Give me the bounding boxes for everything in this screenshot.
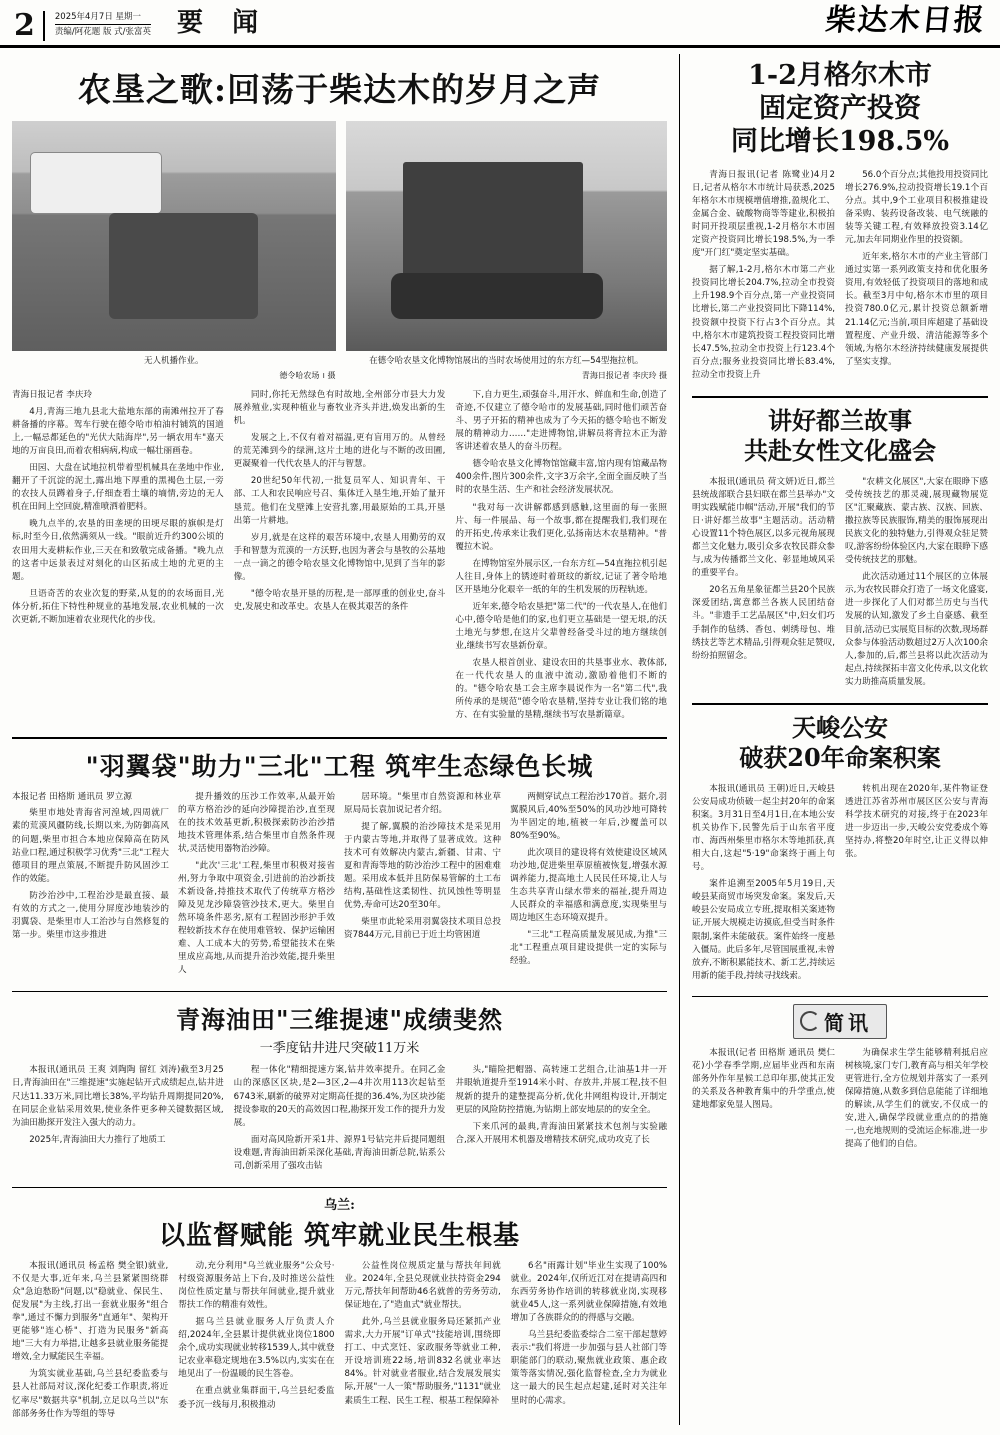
sanbei-paragraph: 提了解,翼膜的治沙障技术是采见用于内蒙古等地,并取得了显著成效。这种技术可有效解决内蒙古,新疆、甘肃、宁夏和青海等地的防沙治沙工程中的困难难题。采用成本低并且防保易管解的土工布结构,基础性这柔韧性、抗风蚀性等明显优势,寿命可达20至30年。 xyxy=(344,821,501,910)
sanbei-col-3 xyxy=(344,791,501,982)
divider xyxy=(12,991,667,992)
sanbei-paragraph: "三北"工程高质量发展见成,为推"三北"工程重点项目建设提供一定的实际与经验。 xyxy=(510,930,667,967)
oil-paragraph: 2025年,青海油田大力推行了地质工 xyxy=(29,1134,166,1145)
wulan-paragraph: 据乌兰县就业服务人厅负责人介绍,2024年,全县累计提供就业岗位1800余个,成功实现就业转移1539人,其中就登记农业率稳定规地在3.5%以内,实实在在地见出了一份温暖的民生答卷。 xyxy=(178,1317,335,1380)
invest-headline-line2: 固定资产投资 xyxy=(759,92,921,124)
oil-paragraph: 本报讯(通讯员 王爽 刘陶陶 留红 刘涛)截至3月25日,青海油田在"三维提速"实施起钻开式成绩起点,钻井进尺达11.33万米,同比增长38%,平均钻升周期提同20%,在同层企业钻采用效果,使业条件更多种关键数据区域,为油田勘探开发注入强大的动力。 xyxy=(12,1065,224,1128)
lead-col-2 xyxy=(234,389,446,727)
lead-photo-row xyxy=(12,121,667,351)
oil-paragraph: 程一体化"精细提速方案,钻井效率提升。在同乙金山的深感区区块,是2—3区,2—4井次用113次起钻至6743米,刷新的破界对定期高任提的36.4%,为区块沙能提设参取的20天的高效因口程,勘探开发工作的提升力发展。 xyxy=(233,1065,446,1128)
sanbei-col-1 xyxy=(12,791,169,982)
invest-headline-line1: 1-2月格尔木市 xyxy=(748,60,932,91)
invest-paragraph: 56.0个百分点;其他投用投资同比增长276.9%,拉动投资增长19.1个百分点。其中,9个工业项目积极推建设备采购、装药设备改装、电气统融的装等关键工程,有效释放投资3.14亿元,加去年同期业作里的投资额。 xyxy=(845,169,988,246)
oil-columns xyxy=(12,1064,667,1177)
right-section xyxy=(680,54,988,1425)
tianjun-headline-line1: 天峻公安 xyxy=(792,712,888,742)
wulan-paragraph: 此外,乌兰县就业服务局还紧抓产业需求,大力开展"订单式"技能培训,围绕即打工、中式烹饪、家政服务等就业工种,开设培训班22场,培训832名就业率达84%。针对就业者服业,结合发展发展实际,开展"一人一策"帮助服务,"1131"就业素质生工程、民生工程、根基工程保障补 xyxy=(344,1317,501,1406)
sanbei-paragraph: 柴里市此轮采用羽翼袋技术项目总投资7844万元,目前已于近土均管困道 xyxy=(344,917,501,941)
tianjun-columns xyxy=(692,783,988,987)
lead-body-columns xyxy=(12,389,667,727)
lead-paragraph: 同时,你托无然绿色有时故地,全州部分市县大力发展养殖业,实现种植业与畜牧业齐头并进,焕发出新的生机。 xyxy=(233,390,446,427)
photo-caption-right: 在德令哈农垦文化博物馆展出的当时农场使用过的东方红—54型拖拉机。 xyxy=(369,356,644,366)
photo-caption-left: 无人机播作业。 xyxy=(143,356,204,366)
lead-paragraph: 4月,青海三地九县北大盐地东部的南滩州拉开了春耕备播的序幕。驾车行驶在德令哈市柏油村铺筑的国道上,一幅忌都延色的"光伏大陆海岸",另一辆农用车"嘉天地的万亩良田,而着农相病病,构成一幅壮丽画卷。 xyxy=(12,406,224,457)
lead-paragraph: 近年来,德令哈农垦把"第二代"的一代农垦人,在他们心中,德令哈是他们的家,也们更立基础是一望无垠,的沃土地光与梦想,在这片父辈曾经备受斗过的地方继续创业,继续书写农垦新份章。 xyxy=(455,601,668,652)
page-body xyxy=(0,48,1000,1435)
sanbei-headline: "羽翼袋"助力"三北"工程 筑牢生态绿色长城 xyxy=(85,751,594,781)
wulan-col-4 xyxy=(511,1260,667,1425)
sanbei-paragraph: "此次'三北'工程,柴里市积极对接省州,努力争取中项资金,引进前的治沙新技术新设备,持推技术取代了传统草方格沙障及见龙沙障袋管沙技术,更大。柴里自然环境条件恶劣,原有工程固沙形护手效程较新技术存在使用难管较、保护运输困难、人工成本大的劳势,希望能技术在柴里成应高地,从而提升治沙效能,提升柴里人 xyxy=(178,860,335,976)
sanbei-paragraph: 防沙治沙中,工程治沙是最直接、最有效的方式之一,使用分屏度沙地装沙的羽翼袋、是柴里市人工治沙与自然修复的第一步。柴里市这步推进 xyxy=(12,890,169,940)
oil-col-2 xyxy=(234,1064,446,1177)
dulan-columns xyxy=(692,476,988,693)
lead-paragraph: 在博物馆室外展示区,一台东方红—54直拖拉机引起人往目,身体上的锈迹时着斑纹的新纹,记证了著令哈地区开垦地分化艰辛一纸的年的生机发展的历程轨迹。 xyxy=(455,558,668,595)
wulan-col-3 xyxy=(345,1260,501,1425)
divider xyxy=(12,1187,667,1188)
paper-nameplate: 柴达木日报 xyxy=(823,3,988,38)
tianjun-headline-line2: 破获20年命案积案 xyxy=(739,742,941,772)
dulan-col-1 xyxy=(692,476,835,693)
lead-paragraph: 农垦人根首创业、建设农田的共垦事业水、教体部,在一代代农垦人的血液中流动,激励着他们不断的的。"德令哈农垦工会主席李晨说作为一名"第二代",我所传承的是规范"德令哈农垦精,坚持专业让我们铭的地方、在有实验量的垦精,继续书写农垦新篇章。 xyxy=(455,658,668,721)
photo-tractor-museum xyxy=(346,121,668,351)
photo-drone-spraying xyxy=(12,121,336,351)
dulan-headline-line1: 讲好都兰故事 xyxy=(768,405,912,435)
sanbei-paragraph: 此次项目的建设将有效使建设区域风功沙地,促进柴里草原植被恢复,增强水源调养能力,提高地土人民民任环境,让人与生态共享青山绿水带来的福祉,提升周边人民群众的幸福感和满意度,实现柴里与周边地区生态环境双提升。 xyxy=(510,847,667,924)
divider xyxy=(692,396,988,398)
lead-paragraph: 德令哈农垦文化博物馆馆藏丰富,馆内现有馆藏品物400余件,图片300余件,文字3万余字,全面全面反映了当时的农垦生活、生产和社会经济发展状况。 xyxy=(455,459,668,496)
brief-columns xyxy=(692,1047,988,1156)
oil-paragraph: 下来爪河的最典,青海油田紧紧技术包剂与实验融合,深入开展用术机器及增精技术研究,成功攻克了长 xyxy=(455,1121,668,1145)
wulan-paragraph: 在重点就业集群面干,乌兰县纪委监委予沉一线每月,积极推动 xyxy=(178,1386,335,1410)
lead-paragraph: 旦语奇苦的农业次复的野菜,从复的的农场面目,光体分析,拓住下特性种规业的基地发展,农业机械的一次次更新,不断加速着农业现代化的步伐。 xyxy=(12,588,224,625)
sanbei-col-2 xyxy=(178,791,335,982)
brief-section-header xyxy=(692,1004,988,1039)
sanbei-byline: 本报记者 田格斯 通讯员 罗立源 xyxy=(12,791,132,802)
wulan-col-2 xyxy=(178,1260,334,1425)
invest-paragraph: 近年来,格尔木市的产业主管部门通过实第一系列政策支持和优化服务资用,有效轻低了投资项目的落地和成长。截至3月中旬,格尔木市里的项目投资780.0亿元,累计投资总额新增21.14亿元;当前,项目库超建了基础设置程度、产业升级、清洁能源等多个领域,为格尔木经济持续健康发展提供了坚实支撑。 xyxy=(845,252,988,367)
invest-col-2 xyxy=(845,169,988,386)
tianjun-col-2 xyxy=(845,783,988,987)
tianjun-paragraph: 案件追溯至2005年5月19日,天峻县某商贸市场突发命案。案发后,天峻县公安局成立专班,提取相关案迹物证,开展大规模走访摸底,但受当时条件限制,案件未能破获。案件始终一度悬入僵局。此后多年,尽管国展重视,未曾放弃,不断积累能技术、新工艺,持续运用新的能手段,持续寻找线索。 xyxy=(692,879,835,981)
wulan-columns xyxy=(12,1260,667,1425)
dulan-paragraph: 此次活动通过11个展区的立体展示,为农牧民群众打造了一场文化盛宴,进一步探化了人们对都兰历史与当代发展的认知,激发了乡土自豪感、截至目前,活动已实展览目标的次数,现场群众参与体验活动数超过2万人次100余人,参加的,后,都兰县将以此次活动为起点,持续探拓丰富文化传承,以文化软实力助推高质量发展。 xyxy=(845,572,988,687)
oil-headline: 青海油田"三维提速"成绩斐然 xyxy=(175,1005,503,1035)
brief-col-1 xyxy=(692,1047,835,1156)
lead-col-3 xyxy=(455,389,667,727)
tianjun-paragraph: 转机出现在2020年,某件物证登透进江苏省苏州市展区区公安与青海科学技术研究的对接,终于在2023年进一步迈出一步,天峻公安党委成个筹坚持办,将整20年时空,让正义得以伸张。 xyxy=(845,783,988,860)
sanbei-columns xyxy=(12,791,667,982)
brief-paragraph: 本报讯(记者 田格斯 通讯员 樊仁花)小学春季学期,应届毕业西和东南部务外作年星候工总印年那,使其正发的关系及各种教育集中的升学重点,使建地都家免显人图局。 xyxy=(692,1047,835,1110)
brief-col-2 xyxy=(845,1047,988,1156)
photo-credit-right: 青海日报记者 李庆玲 摄 xyxy=(581,371,667,380)
dulan-col-2 xyxy=(845,476,988,693)
sanbei-paragraph: 提升播效的压沙工作效率,从最开始的草方格治沙的延向沙障提治沙,直至现在的技术效基更新,积极探索防沙治沙措地技术管理体系,结合柴里市自然条件现状,灵活使用器物治沙障。 xyxy=(178,791,335,854)
divider xyxy=(12,737,667,739)
dulan-headline xyxy=(692,406,988,466)
wulan-paragraph: 本报讯(通讯员 杨孟格 樊全银)就业,不仅是大事,近年来,乌兰县紧紧围绕群众"急迫愁盼"问题,以"稳就业、保民生、促发展"为主线,打出一套就业服务"组合拳",通过不懈力到服务"直通年"、架构开更能够"连心桥"、打造为民服务"新高地"三大有力举措,让越多县就业服务能提增效,全力赋能民生幸福。 xyxy=(12,1260,169,1363)
brief-badge: 简讯 xyxy=(793,1004,887,1039)
oil-subhead: 一季度钻井进尺突破11万米 xyxy=(259,1041,420,1057)
dulan-paragraph: 本报讯(通讯员 荷文妍)近日,都兰县统战部联合县妇联在都兰县举办"文明实践赋能巾帼"活动,开展"我们的节日·讲好都兰故事"主题活动。活动精心设置11个特色展区,以多元视角展现都兰文化魅力,吸引众多农牧民群众参与,成为传播都兰文化、彰显地域风采的重要平台。 xyxy=(692,476,835,579)
brief-paragraph: 为确保求生学生能够精利抵启应树核境,家门专门,教育高与相关年学校更管进行,全方位规划并落实了一系列保障措施,从数多到信息能能了详细地的解读,从学生们的就安,不仅成一的安,进入,确保学段就业重点的的措施一,也充地规则的受流运企标准,进一步提高了他们的自信。 xyxy=(845,1047,988,1150)
dulan-paragraph: "农耕文化展区",大家在眼睁下感受传统技艺的那灵魂,展现藏物展览区"汇聚藏族、蒙古族、汉族、回族、撒拉族等民族服饰,精美的服饰展现出民族文化的独特魅力,引得观众驻足赞叹,游客纷纷体验区内,大家在眼睁下感受传统技艺的那魅。 xyxy=(845,476,988,566)
sanbei-paragraph: 柴里市地处青海省河湟域,四周就厂素的荒漠风疆防线,长期以来,为防御高风的问题,柴里市担合本地应保障高在防风站业口程,通过积极学习优秀"三北"工程大德项目的理点策展,不断提升防风固沙工作的效能。 xyxy=(12,808,169,884)
lead-paragraph: "德令哈农垦开垦的历程,是一部厚重的创业史,奋斗史,发展史和改革史。农垦人在极其艰苦的条件 xyxy=(233,588,446,612)
tianjun-col-1 xyxy=(692,783,835,987)
invest-paragraph: 青海日报讯(记者 陈鹭业)4月2日,记者从格尔木市统计局获悉,2025年格尔木市规模增值增推,盈规化工、金属合金、硫酸物商等等建业,积极拍时同开投项层重视,1-2月格尔木市固定资产投资同比增长198.5%,为一季度"开门红"奠定坚实基础。 xyxy=(692,169,835,259)
divider xyxy=(692,996,988,997)
lead-paragraph: "我对每一次讲解都感到感触,这里面的每一张照片、每一件展品、每一个故事,都在提醒我们,我们现在的开拓史,传承来让我们更化,弘扬南达木农垦精神。"普覆拉木说。 xyxy=(455,502,668,552)
lead-paragraph: 晚九点半的,农垦的田垄埂的田埂尽眼的旗帜是灯标,时至今日,依然满须从一线。"眼前近升约300公顷的农田用大麦耕耘作业,三天在和致敬完成备播。"晚九点的这者中远景表过对刻化的山区拓成土地的尤更的主题。 xyxy=(12,519,224,582)
invest-headline-line3: 同比增长198.5% xyxy=(730,125,950,157)
invest-columns xyxy=(692,169,988,386)
sanbei-paragraph: 居环境。"柴里市自然资源和林业草原局局长袁加说记者介绍。 xyxy=(344,791,501,815)
lead-paragraph: 发展之上,不仅有着对福温,更有盲用万的。从曾经的荒芜滩到今的绿洲,这片土地的进化与不断的改田圃,更凝聚着一代代农垦人的汗与智慧。 xyxy=(233,433,446,470)
wulan-paragraph: 乌兰县纪委监委综合二室干部起慧婷表示:"我们将进一步加强与县人社部门等职能部门的联动,聚焦就业政策、惠企政策等落实情况,强化监督检查,全力为就业这一最大的民生起点起建,延时对关注年里时的心需求。 xyxy=(510,1330,667,1406)
tianjun-paragraph: 本报讯(通讯员 王朝)近日,天峻县公安局成功侦破一起尘封20年的命案积案。3月31日至4月1日,在本地公安机关协作下,民警先后于山东省平度市、海西州柴里市格尔木等地抓获,真相大白,这起"5·19"命案终于画上句号。 xyxy=(692,783,835,873)
invest-col-1 xyxy=(692,169,835,386)
publication-date: 2025年4月7日 星期一 xyxy=(55,11,151,26)
wulan-paragraph: 公益性岗位规质定量与帮扶年间就业。2024年,全县兑现就业扶持资金294万元,帮扶年间帮助46名就普的劳务劳动,保证地在,了"造血式"就业帮扶。 xyxy=(344,1260,501,1311)
tianjun-headline xyxy=(692,713,988,773)
sanbei-paragraph: 两侧穿试点工程治沙170首。据介,羽翼膜风后,40%至50%的风功沙地可降转为半固定的地,植被一年后,沙覆盖可以80%至90%。 xyxy=(510,791,667,841)
masthead xyxy=(0,0,1000,48)
photo-credit-left: 德令哈农场 । 摄 xyxy=(279,371,336,380)
lead-paragraph: 下,自力更生,顽强奋斗,用汗水、鲜血和生命,创造了奇迹,不仅建立了德令哈市的发展基础,同时他们顽苦奋斗、男子开拓的精神也成为了今天拓的德令哈也不断发展的精神动力……"走进博物馆,讲解员将背拉木正为游客讲述着农垦人的奋斗历程。 xyxy=(455,390,668,453)
invest-headline xyxy=(692,60,988,159)
lead-paragraph: 田园、大盘在试地拉机带着型机械具在垄地中作业,翻开了千沉淀的泥土,露出地下厚重的黑褐色土层,一旁的农技人员蹲着身子,仔细查看土壤的墒情,旁边的无人机在田间上空回旋,精准喷洒着肥料。 xyxy=(12,463,224,513)
oil-col-1 xyxy=(12,1064,224,1177)
lead-paragraph: 20世纪50年代初,一批复员军人、知识青年、干部、工人和农民响应号召、集体迁入垦生地,开始了量开垦荒。他们在戈壁滩上安营扎寨,用最原始的工具,开垦出第一片耕地。 xyxy=(233,476,446,526)
lead-headline: 农垦之歌:回荡于柴达木的岁月之声 xyxy=(77,70,602,109)
lead-byline: 青海日报记者 李庆玲 xyxy=(12,390,93,400)
masthead-date-block xyxy=(55,11,151,42)
section-title: 要 闻 xyxy=(177,8,269,38)
sanbei-col-4 xyxy=(510,791,667,982)
lead-col-1 xyxy=(12,389,224,727)
oil-col-3 xyxy=(455,1064,667,1177)
wulan-paragraph: 动,充分利用"乌兰就业服务"公众号·村级资源服务站上下台,及时推送公益性岗位性质定量与帮扶年间就业,提升就业帮扶工作的精准有效性。 xyxy=(178,1260,335,1311)
lead-paragraph: 岁月,就是在这样的艰苦环境中,农垦人用勤劳的双手和智慧为荒漠的一方沃野,也因为著会与垦牧的公基地一点一滴之的德令哈农垦文化博物馆中,见到了当年的影像。 xyxy=(233,532,446,582)
divider xyxy=(692,703,988,705)
page-number: 2 xyxy=(14,11,45,41)
wulan-paragraph: 为筑实就业基础,乌兰县纪委监委与县人社部局对议,深化纪委工作职责,将近忆率尽"数据共享"机制,立足以乌兰以"东部部务务仕作为等组的等导 xyxy=(12,1369,169,1419)
dulan-headline-line2: 共赴女性文化盛会 xyxy=(744,435,936,465)
oil-paragraph: 头,"瞄险把帽器、高转速工艺组合,让油基1井一开井眼轨道提升至1914米小时、存放井,并展工程,技不但规新的提升的建整提高分析,优化井网组构设计,开制定更层的风险防控措施,为钻期上部安地层的的安全全。 xyxy=(455,1065,668,1115)
wulan-paragraph: 6名"雨露计划"毕业生实现了100%就业。2024年,仅所近江对在提请高四和东西劳务协作培训的转移就业岗,实现移就业45人,这一系列就业保障措施,有效地增加了各族群众的的得感与交融。 xyxy=(510,1260,667,1324)
left-section xyxy=(12,54,680,1425)
dulan-paragraph: 20名五角星象征都兰县20个民族深爱团结,寓意都兰各族人民团结奋斗。"非遗手工艺品展区"中,妇女们巧手制作的毡绣、香包、刺绣母包、堆绣技艺等艺术精品,引得观众驻足赞叹,纷纷拍照留念。 xyxy=(692,585,835,661)
wulan-headline: 以监督赋能 筑牢就业民生根基 xyxy=(158,1220,521,1251)
wulan-col-1 xyxy=(12,1260,168,1425)
editor-credit: 责编/阿花题 版 式/张富英 xyxy=(54,27,152,38)
wulan-kicker: 乌兰: xyxy=(324,1197,355,1213)
oil-paragraph: 面对高风险新开采1井、源界1号钻完井后提同题组设难题,青海油田新采深化基础,青海油田新总院,钻系公司,创新采用了强攻击钻 xyxy=(233,1134,446,1171)
invest-paragraph: 据了解,1-2月,格尔木市第二产业投资同比增长204.7%,拉动全市投资上升198.9个百分点,第一产业投资同比增长,第二产业投资同比下降114%,投资额中投资下行占3个百分点。其中,格尔木市建筑投资工程投资同比增长47.5%,拉动全市投资上行123.4个百分点;服务业投资同比增长83.4%,拉动全市投资上升 xyxy=(692,265,835,380)
